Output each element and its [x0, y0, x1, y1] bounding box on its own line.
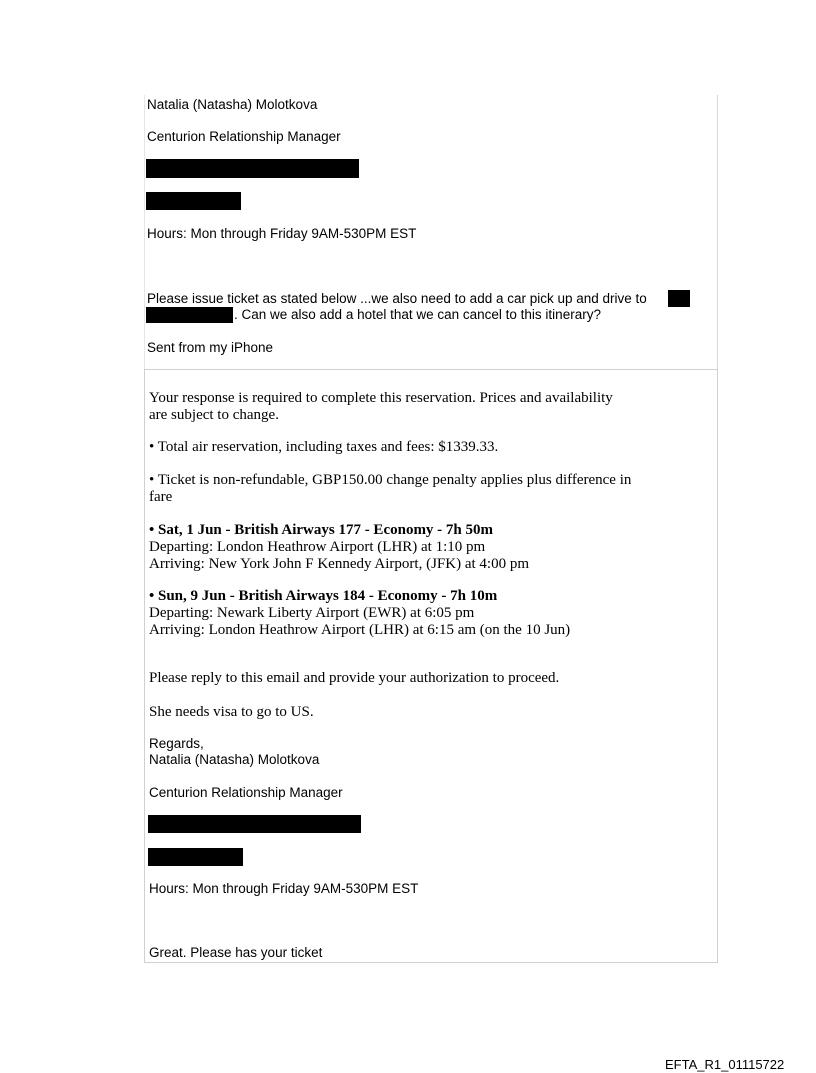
- quoted-sender-hours: Hours: Mon through Friday 9AM-530PM EST: [149, 881, 419, 896]
- visa-note: She needs visa to go to US.: [149, 704, 314, 720]
- sender-title: Centurion Relationship Manager: [147, 129, 341, 144]
- quoted-sender-name: Natalia (Natasha) Molotkova: [149, 752, 320, 767]
- total-reservation-line: • Total air reservation, including taxes and fees: $1339.33.: [149, 439, 499, 455]
- ticket-terms-line-1: • Ticket is non-refundable, GBP150.00 change penalty applies plus difference in: [149, 472, 632, 488]
- redaction-bar: [148, 815, 361, 833]
- flight-arriving: Arriving: New York John F Kennedy Airport, (JFK) at 4:00 pm: [149, 556, 529, 572]
- email-left-border: [144, 95, 145, 369]
- redaction-bar: [146, 192, 241, 210]
- sender-hours: Hours: Mon through Friday 9AM-530PM EST: [147, 226, 417, 241]
- quoted-intro-line-2: are subject to change.: [149, 407, 279, 423]
- redaction-bar: [148, 848, 243, 866]
- regards-line: Regards,: [149, 736, 204, 751]
- redaction-bar: [146, 159, 359, 178]
- reply-line-1: Please issue ticket as stated below ...we also need to add a car pick up and drive to: [147, 291, 647, 306]
- authorization-request: Please reply to this email and provide your authorization to proceed.: [149, 670, 560, 686]
- sent-from-line: Sent from my iPhone: [147, 340, 274, 355]
- flight-departing: Departing: London Heathrow Airport (LHR) at 1:10 pm: [149, 539, 486, 555]
- sender-name: Natalia (Natasha) Molotkova: [147, 97, 318, 112]
- quoted-sender-title: Centurion Relationship Manager: [149, 785, 343, 800]
- redaction-bar: [146, 307, 233, 323]
- flight-heading: • Sat, 1 Jun - British Airways 177 - Economy - 7h 50m: [149, 522, 494, 538]
- redaction-bar: [668, 290, 690, 307]
- quoted-message-box: [144, 369, 718, 963]
- closing-line: Great. Please has your ticket: [149, 945, 323, 960]
- reply-line-2: . Can we also add a hotel that we can cancel to this itinerary?: [234, 307, 601, 322]
- ticket-terms-line-2: fare: [149, 489, 173, 505]
- flight-heading: • Sun, 9 Jun - British Airways 184 - Economy - 7h 10m: [149, 588, 498, 604]
- document-id: EFTA_R1_01115722: [665, 1057, 785, 1072]
- flight-departing: Departing: Newark Liberty Airport (EWR) at 6:05 pm: [149, 605, 475, 621]
- quoted-intro-line-1: Your response is required to complete this reservation. Prices and availability: [149, 390, 613, 406]
- flight-arriving: Arriving: London Heathrow Airport (LHR) at 6:15 am (on the 10 Jun): [149, 622, 571, 638]
